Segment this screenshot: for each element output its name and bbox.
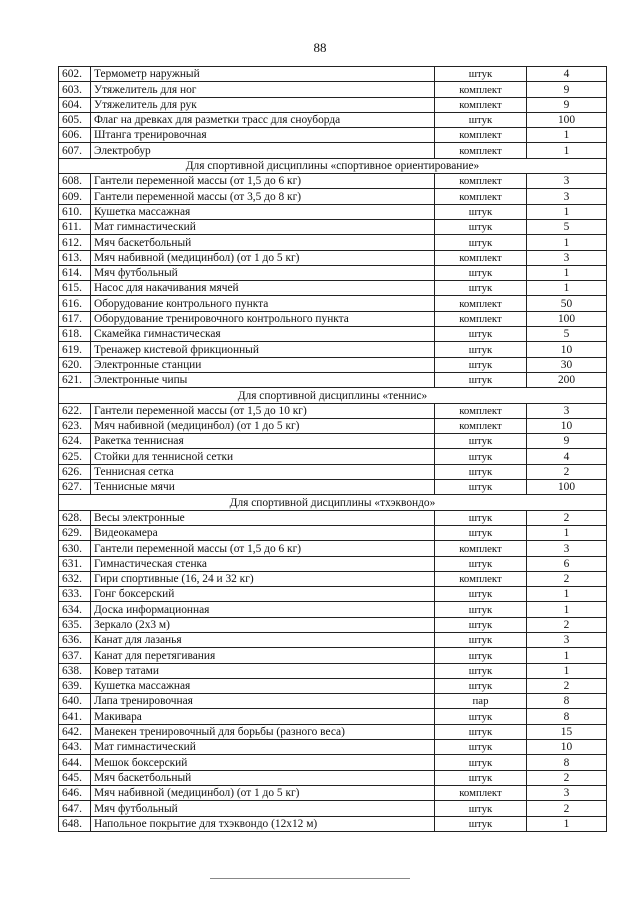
table-row: [59, 755, 607, 770]
item-name: Лапа тренировочная: [91, 694, 435, 709]
quantity: 3: [527, 632, 607, 647]
item-name: Теннисная сетка: [91, 464, 435, 479]
quantity: 2: [527, 464, 607, 479]
quantity: 100: [527, 112, 607, 127]
unit-of-measure: штук: [435, 770, 527, 785]
quantity: 1: [527, 663, 607, 678]
quantity: 100: [527, 480, 607, 495]
table-row: [59, 648, 607, 663]
unit-of-measure: штук: [435, 709, 527, 724]
unit-of-measure: штук: [435, 525, 527, 540]
row-number: 637.: [59, 648, 91, 663]
row-number: 616.: [59, 296, 91, 311]
quantity: 3: [527, 250, 607, 265]
page-number: 88: [313, 40, 327, 55]
table-row: [59, 510, 607, 525]
quantity: 10: [527, 740, 607, 755]
item-name: Макивара: [91, 709, 435, 724]
item-name: Мяч баскетбольный: [91, 770, 435, 785]
quantity: 1: [527, 128, 607, 143]
unit-of-measure: комплект: [435, 143, 527, 158]
item-name: Зеркало (2х3 м): [91, 617, 435, 632]
quantity: 10: [527, 342, 607, 357]
table-row: [59, 525, 607, 540]
section-title: Для спортивной дисциплины «теннис»: [59, 388, 607, 403]
quantity: 30: [527, 357, 607, 372]
item-name: Гантели переменной массы (от 1,5 до 6 кг): [91, 541, 435, 556]
row-number: 627.: [59, 480, 91, 495]
row-number: 629.: [59, 525, 91, 540]
table-row: [59, 464, 607, 479]
table-row: [59, 678, 607, 693]
item-name: Насос для накачивания мячей: [91, 281, 435, 296]
table-row: [59, 219, 607, 234]
quantity: 5: [527, 219, 607, 234]
row-number: 620.: [59, 357, 91, 372]
item-name: Стойки для теннисной сетки: [91, 449, 435, 464]
item-name: Гантели переменной массы (от 1,5 до 6 кг): [91, 174, 435, 189]
quantity: 6: [527, 556, 607, 571]
row-number: 612.: [59, 235, 91, 250]
table-row: [59, 265, 607, 280]
unit-of-measure: штук: [435, 663, 527, 678]
unit-of-measure: комплект: [435, 785, 527, 800]
item-name: Мяч футбольный: [91, 801, 435, 816]
table-row: [59, 449, 607, 464]
quantity: 1: [527, 648, 607, 663]
table-row: [59, 204, 607, 219]
quantity: 10: [527, 418, 607, 433]
quantity: 1: [527, 265, 607, 280]
table-row: [59, 311, 607, 326]
row-number: 630.: [59, 541, 91, 556]
item-name: Кушетка массажная: [91, 204, 435, 219]
item-name: Гимнастическая стенка: [91, 556, 435, 571]
item-name: Термометр наружный: [91, 67, 435, 82]
table-row: [59, 235, 607, 250]
unit-of-measure: комплект: [435, 571, 527, 586]
quantity: 50: [527, 296, 607, 311]
item-name: Мяч футбольный: [91, 265, 435, 280]
unit-of-measure: пар: [435, 694, 527, 709]
section-title: Для спортивной дисциплины «спортивное ориентирование»: [59, 158, 607, 173]
row-number: 622.: [59, 403, 91, 418]
row-number: 609.: [59, 189, 91, 204]
item-name: Утяжелитель для ног: [91, 82, 435, 97]
table-row: [59, 418, 607, 433]
table-row: [59, 770, 607, 785]
quantity: 2: [527, 617, 607, 632]
item-name: Манекен тренировочный для борьбы (разного веса): [91, 724, 435, 739]
table-row: [59, 632, 607, 647]
table-row: [59, 480, 607, 495]
quantity: 1: [527, 204, 607, 219]
row-number: 608.: [59, 174, 91, 189]
quantity: 1: [527, 235, 607, 250]
row-number: 625.: [59, 449, 91, 464]
unit-of-measure: комплект: [435, 296, 527, 311]
unit-of-measure: штук: [435, 434, 527, 449]
item-name: Мат гимнастический: [91, 740, 435, 755]
row-number: 624.: [59, 434, 91, 449]
row-number: 643.: [59, 740, 91, 755]
unit-of-measure: штук: [435, 357, 527, 372]
unit-of-measure: штук: [435, 602, 527, 617]
row-number: 602.: [59, 67, 91, 82]
quantity: 1: [527, 281, 607, 296]
row-number: 603.: [59, 82, 91, 97]
row-number: 635.: [59, 617, 91, 632]
quantity: 3: [527, 403, 607, 418]
quantity: 1: [527, 816, 607, 831]
item-name: Оборудование тренировочного контрольного пункта: [91, 311, 435, 326]
row-number: 621.: [59, 372, 91, 387]
table-row: [59, 342, 607, 357]
unit-of-measure: штук: [435, 648, 527, 663]
row-number: 633.: [59, 587, 91, 602]
item-name: Мяч баскетбольный: [91, 235, 435, 250]
unit-of-measure: штук: [435, 801, 527, 816]
item-name: Электронные станции: [91, 357, 435, 372]
unit-of-measure: штук: [435, 587, 527, 602]
table-row: [59, 327, 607, 342]
quantity: 100: [527, 311, 607, 326]
row-number: 611.: [59, 219, 91, 234]
quantity: 8: [527, 694, 607, 709]
unit-of-measure: штук: [435, 219, 527, 234]
table-row: [59, 587, 607, 602]
unit-of-measure: комплект: [435, 189, 527, 204]
unit-of-measure: штук: [435, 816, 527, 831]
row-number: 636.: [59, 632, 91, 647]
unit-of-measure: штук: [435, 632, 527, 647]
item-name: Оборудование контрольного пункта: [91, 296, 435, 311]
item-name: Электробур: [91, 143, 435, 158]
quantity: 9: [527, 82, 607, 97]
quantity: 3: [527, 785, 607, 800]
row-number: 614.: [59, 265, 91, 280]
unit-of-measure: штук: [435, 67, 527, 82]
row-number: 645.: [59, 770, 91, 785]
table-row: [59, 541, 607, 556]
quantity: 1: [527, 143, 607, 158]
item-name: Ракетка теннисная: [91, 434, 435, 449]
table-row: [59, 663, 607, 678]
table-row: [59, 82, 607, 97]
table-row: [59, 189, 607, 204]
item-name: Гантели переменной массы (от 1,5 до 10 кг): [91, 403, 435, 418]
quantity: 2: [527, 801, 607, 816]
quantity: 9: [527, 97, 607, 112]
quantity: 2: [527, 571, 607, 586]
quantity: 9: [527, 434, 607, 449]
item-name: Флаг на древках для разметки трасс для сноуборда: [91, 112, 435, 127]
item-name: Напольное покрытие для тхэквондо (12х12 м): [91, 816, 435, 831]
unit-of-measure: штук: [435, 281, 527, 296]
unit-of-measure: штук: [435, 449, 527, 464]
row-number: 640.: [59, 694, 91, 709]
table-row: [59, 602, 607, 617]
unit-of-measure: штук: [435, 556, 527, 571]
table-row: [59, 571, 607, 586]
item-name: Канат для перетягивания: [91, 648, 435, 663]
item-name: Гонг боксерский: [91, 587, 435, 602]
table-row: [59, 281, 607, 296]
unit-of-measure: комплект: [435, 250, 527, 265]
unit-of-measure: штук: [435, 724, 527, 739]
row-number: 642.: [59, 724, 91, 739]
table-row: [59, 617, 607, 632]
quantity: 3: [527, 189, 607, 204]
row-number: 641.: [59, 709, 91, 724]
table-row: [59, 372, 607, 387]
item-name: Мяч набивной (медицинбол) (от 1 до 5 кг): [91, 785, 435, 800]
unit-of-measure: штук: [435, 204, 527, 219]
unit-of-measure: штук: [435, 265, 527, 280]
table-row: [59, 250, 607, 265]
row-number: 648.: [59, 816, 91, 831]
unit-of-measure: комплект: [435, 174, 527, 189]
row-number: 619.: [59, 342, 91, 357]
item-name: Мат гимнастический: [91, 219, 435, 234]
quantity: 200: [527, 372, 607, 387]
row-number: 632.: [59, 571, 91, 586]
table-row: [59, 785, 607, 800]
table-row: [59, 556, 607, 571]
row-number: 613.: [59, 250, 91, 265]
row-number: 631.: [59, 556, 91, 571]
table-row: [59, 296, 607, 311]
table-row: [59, 694, 607, 709]
item-name: Доска информационная: [91, 602, 435, 617]
unit-of-measure: штук: [435, 464, 527, 479]
unit-of-measure: штук: [435, 755, 527, 770]
section-header-row: [59, 158, 607, 173]
section-header-row: [59, 388, 607, 403]
item-name: Скамейка гимнастическая: [91, 327, 435, 342]
quantity: 1: [527, 587, 607, 602]
table-row: [59, 403, 607, 418]
unit-of-measure: комплект: [435, 311, 527, 326]
unit-of-measure: комплект: [435, 403, 527, 418]
section-title: Для спортивной дисциплины «тхэквондо»: [59, 495, 607, 510]
item-name: Весы электронные: [91, 510, 435, 525]
row-number: 628.: [59, 510, 91, 525]
item-name: Ковер татами: [91, 663, 435, 678]
item-name: Утяжелитель для рук: [91, 97, 435, 112]
item-name: Штанга тренировочная: [91, 128, 435, 143]
unit-of-measure: комплект: [435, 97, 527, 112]
row-number: 623.: [59, 418, 91, 433]
item-name: Мяч набивной (медицинбол) (от 1 до 5 кг): [91, 418, 435, 433]
quantity: 2: [527, 510, 607, 525]
quantity: 4: [527, 449, 607, 464]
quantity: 5: [527, 327, 607, 342]
row-number: 634.: [59, 602, 91, 617]
quantity: 15: [527, 724, 607, 739]
quantity: 3: [527, 541, 607, 556]
item-name: Гири спортивные (16, 24 и 32 кг): [91, 571, 435, 586]
unit-of-measure: штук: [435, 678, 527, 693]
unit-of-measure: комплект: [435, 128, 527, 143]
item-name: Мяч набивной (медицинбол) (от 1 до 5 кг): [91, 250, 435, 265]
unit-of-measure: штук: [435, 617, 527, 632]
item-name: Теннисные мячи: [91, 480, 435, 495]
unit-of-measure: штук: [435, 112, 527, 127]
quantity: 2: [527, 770, 607, 785]
row-number: 644.: [59, 755, 91, 770]
table-row: [59, 357, 607, 372]
unit-of-measure: штук: [435, 342, 527, 357]
unit-of-measure: комплект: [435, 82, 527, 97]
row-number: 604.: [59, 97, 91, 112]
row-number: 647.: [59, 801, 91, 816]
table-row: [59, 724, 607, 739]
unit-of-measure: штук: [435, 480, 527, 495]
row-number: 618.: [59, 327, 91, 342]
table-row: [59, 112, 607, 127]
unit-of-measure: штук: [435, 235, 527, 250]
item-name: Тренажер кистевой фрикционный: [91, 342, 435, 357]
section-header-row: [59, 495, 607, 510]
unit-of-measure: комплект: [435, 418, 527, 433]
quantity: 4: [527, 67, 607, 82]
unit-of-measure: штук: [435, 510, 527, 525]
row-number: 606.: [59, 128, 91, 143]
row-number: 638.: [59, 663, 91, 678]
table-row: [59, 143, 607, 158]
equipment-table-body: [59, 67, 607, 832]
unit-of-measure: штук: [435, 740, 527, 755]
footer-divider: [210, 878, 410, 879]
row-number: 615.: [59, 281, 91, 296]
item-name: Канат для лазанья: [91, 632, 435, 647]
unit-of-measure: комплект: [435, 541, 527, 556]
table-row: [59, 801, 607, 816]
item-name: Видеокамера: [91, 525, 435, 540]
quantity: 8: [527, 755, 607, 770]
row-number: 610.: [59, 204, 91, 219]
item-name: Мешок боксерский: [91, 755, 435, 770]
row-number: 605.: [59, 112, 91, 127]
quantity: 1: [527, 525, 607, 540]
quantity: 1: [527, 602, 607, 617]
table-row: [59, 174, 607, 189]
table-row: [59, 128, 607, 143]
unit-of-measure: штук: [435, 327, 527, 342]
row-number: 626.: [59, 464, 91, 479]
row-number: 646.: [59, 785, 91, 800]
quantity: 8: [527, 709, 607, 724]
table-row: [59, 740, 607, 755]
row-number: 607.: [59, 143, 91, 158]
quantity: 2: [527, 678, 607, 693]
table-row: [59, 816, 607, 831]
unit-of-measure: штук: [435, 372, 527, 387]
quantity: 3: [527, 174, 607, 189]
row-number: 617.: [59, 311, 91, 326]
table-row: [59, 709, 607, 724]
item-name: Электронные чипы: [91, 372, 435, 387]
table-row: [59, 67, 607, 82]
item-name: Гантели переменной массы (от 3,5 до 8 кг): [91, 189, 435, 204]
row-number: 639.: [59, 678, 91, 693]
equipment-table: [58, 66, 607, 832]
table-row: [59, 434, 607, 449]
item-name: Кушетка массажная: [91, 678, 435, 693]
table-row: [59, 97, 607, 112]
